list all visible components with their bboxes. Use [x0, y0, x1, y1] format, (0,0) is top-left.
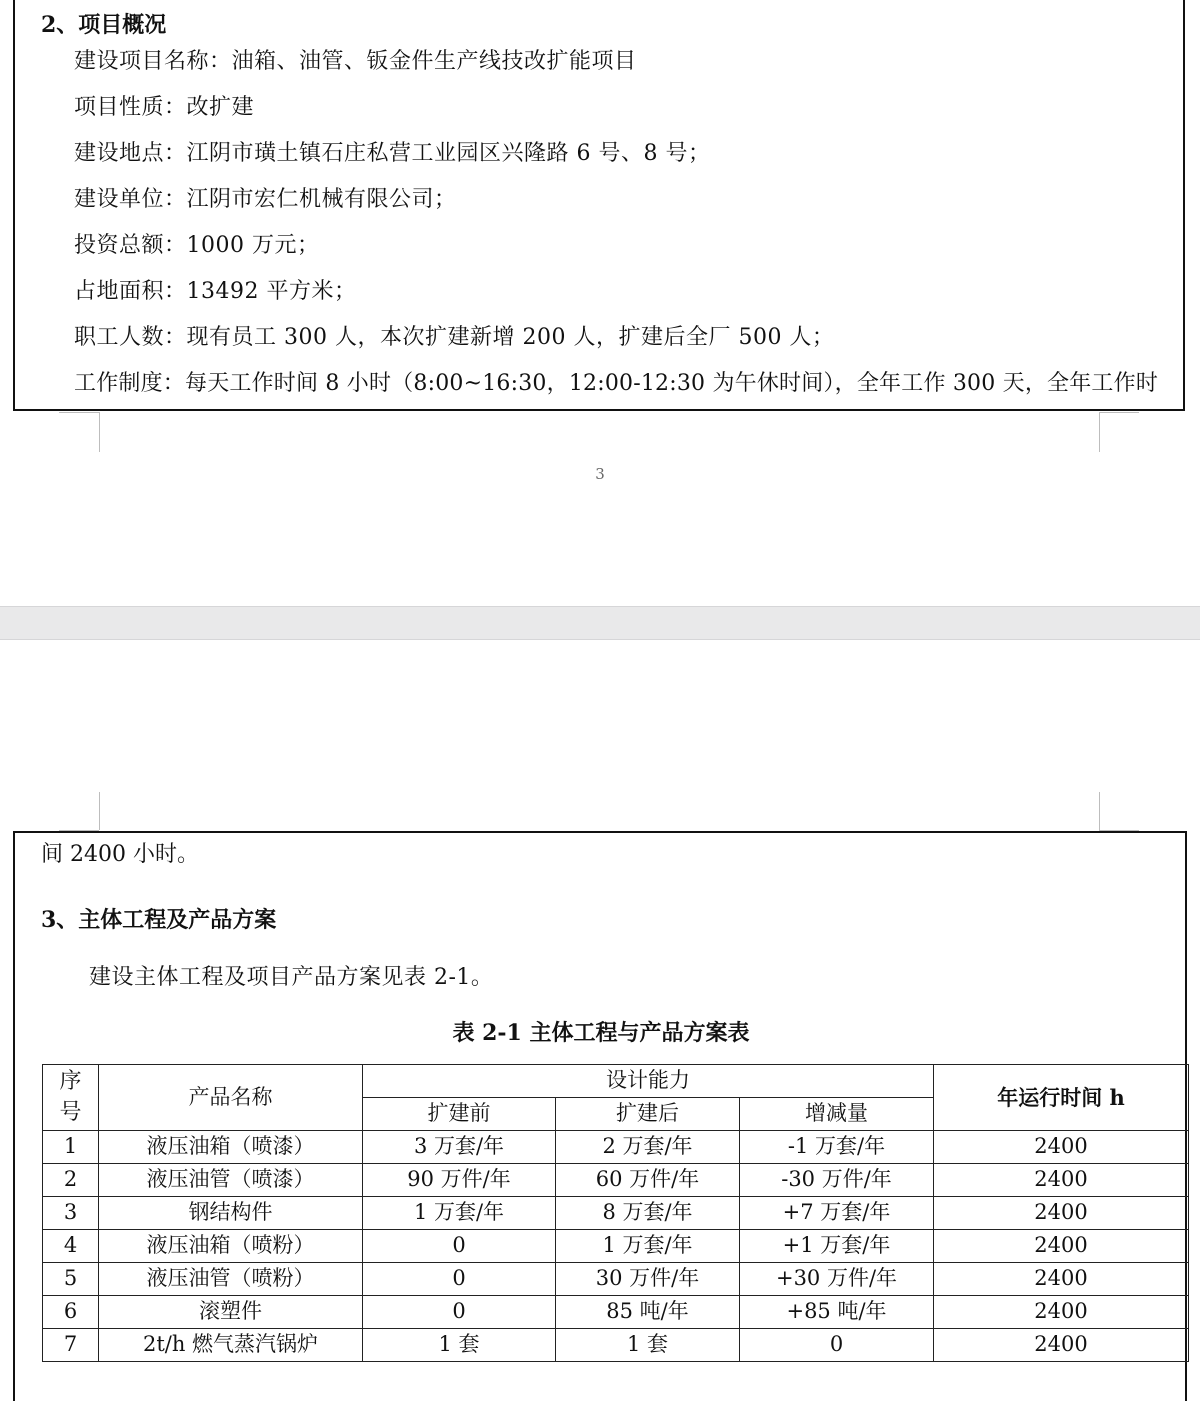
cell-seq: 4	[43, 1230, 99, 1263]
cell-product: 钢结构件	[99, 1197, 363, 1230]
table-row	[43, 1164, 1189, 1197]
cell-after: 60 万件/年	[556, 1164, 740, 1197]
table-caption: 表 2-1 主体工程与产品方案表	[452, 1020, 750, 1046]
investment-line: 投资总额：1000 万元；	[74, 233, 320, 258]
cell-product: 液压油箱（喷粉）	[99, 1230, 363, 1263]
cell-product: 液压油管（喷漆）	[99, 1164, 363, 1197]
page-gap	[0, 606, 1200, 640]
cell-change: +1 万套/年	[740, 1230, 934, 1263]
cell-after: 85 吨/年	[556, 1296, 740, 1329]
product-table	[42, 1064, 1189, 1362]
cell-product: 液压油管（喷粉）	[99, 1263, 363, 1296]
cell-product: 滚塑件	[99, 1296, 363, 1329]
section-heading-2: 2、项目概况	[41, 12, 167, 38]
cell-seq: 5	[43, 1263, 99, 1296]
cell-seq: 3	[43, 1197, 99, 1230]
table-intro: 建设主体工程及项目产品方案见表 2-1。	[89, 965, 494, 990]
cell-hours: 2400	[934, 1197, 1189, 1230]
cell-before: 0	[363, 1296, 556, 1329]
project-nature-line: 项目性质：改扩建	[74, 95, 255, 120]
page-1	[0, 0, 1200, 606]
table-row	[43, 1329, 1189, 1362]
cell-before: 90 万件/年	[363, 1164, 556, 1197]
cell-seq: 6	[43, 1296, 99, 1329]
header-capacity: 设计能力	[363, 1065, 934, 1098]
cell-hours: 2400	[934, 1164, 1189, 1197]
page-number: 3	[595, 465, 605, 483]
cell-after: 1 万套/年	[556, 1230, 740, 1263]
cell-hours: 2400	[934, 1131, 1189, 1164]
cell-after: 30 万件/年	[556, 1263, 740, 1296]
cell-change: -30 万件/年	[740, 1164, 934, 1197]
crop-mark	[1099, 412, 1100, 452]
cell-change: -1 万套/年	[740, 1131, 934, 1164]
cell-change: +7 万套/年	[740, 1197, 934, 1230]
cell-hours: 2400	[934, 1296, 1189, 1329]
cell-change: +30 万件/年	[740, 1263, 934, 1296]
staff-line: 职工人数：现有员工 300 人，本次扩建新增 200 人，扩建后全厂 500 人；	[74, 325, 835, 350]
cell-before: 0	[363, 1230, 556, 1263]
cell-after: 2 万套/年	[556, 1131, 740, 1164]
table-row	[43, 1197, 1189, 1230]
header-after: 扩建后	[556, 1098, 740, 1131]
header-product: 产品名称	[99, 1065, 363, 1131]
cell-change: +85 吨/年	[740, 1296, 934, 1329]
continued-text: 间 2400 小时。	[41, 842, 199, 867]
crop-mark	[99, 412, 100, 452]
header-hours: 年运行时间 h	[934, 1065, 1189, 1131]
cell-product: 液压油箱（喷漆）	[99, 1131, 363, 1164]
cell-seq: 2	[43, 1164, 99, 1197]
project-location-line: 建设地点：江阴市璜土镇石庄私营工业园区兴隆路 6 号、8 号；	[74, 141, 711, 166]
cell-hours: 2400	[934, 1230, 1189, 1263]
text-frame-page-2	[13, 831, 1187, 1401]
cell-before: 3 万套/年	[363, 1131, 556, 1164]
project-name-line: 建设项目名称：油箱、油管、钣金件生产线技改扩能项目	[74, 49, 637, 74]
cell-before: 1 万套/年	[363, 1197, 556, 1230]
project-owner-line: 建设单位：江阴市宏仁机械有限公司；	[74, 187, 457, 212]
table-row	[43, 1230, 1189, 1263]
crop-mark	[1099, 792, 1100, 830]
cell-hours: 2400	[934, 1329, 1189, 1362]
section-heading-3: 3、主体工程及产品方案	[41, 907, 277, 933]
area-line: 占地面积：13492 平方米；	[74, 279, 357, 304]
crop-mark	[1099, 412, 1139, 413]
crop-mark	[59, 412, 99, 413]
header-seq: 序号	[43, 1065, 99, 1131]
cell-product: 2t/h 燃气蒸汽锅炉	[99, 1329, 363, 1362]
cell-seq: 7	[43, 1329, 99, 1362]
table-row	[43, 1263, 1189, 1296]
cell-before: 0	[363, 1263, 556, 1296]
cell-hours: 2400	[934, 1263, 1189, 1296]
crop-mark	[99, 792, 100, 830]
work-schedule-line: 工作制度：每天工作时间 8 小时（8:00~16:30，12:00-12:30 为午休时间），全年工作 300 天，全年工作时	[74, 371, 1159, 396]
cell-before: 1 套	[363, 1329, 556, 1362]
cell-after: 8 万套/年	[556, 1197, 740, 1230]
cell-after: 1 套	[556, 1329, 740, 1362]
header-before: 扩建前	[363, 1098, 556, 1131]
table-row	[43, 1296, 1189, 1329]
cell-change: 0	[740, 1329, 934, 1362]
cell-seq: 1	[43, 1131, 99, 1164]
page-2	[0, 640, 1200, 1393]
table-row	[43, 1131, 1189, 1164]
header-change: 增减量	[740, 1098, 934, 1131]
